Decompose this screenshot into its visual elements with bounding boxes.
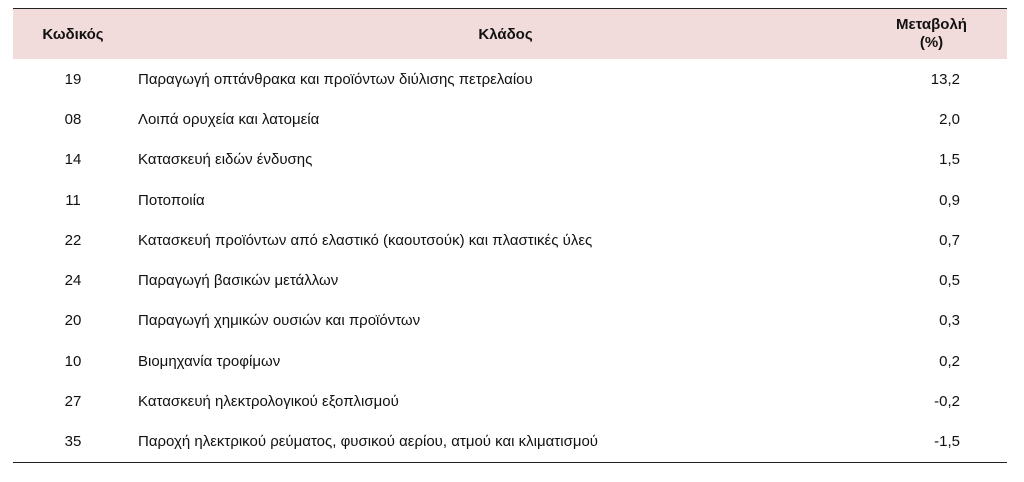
row-code: 35 (13, 422, 133, 463)
sector-change-table (13, 8, 1007, 463)
row-code: 24 (64, 272, 82, 290)
row-change: 0,7 (939, 231, 960, 249)
table-row (13, 99, 1007, 139)
row-sector: Λοιπά ορυχεία και λατομεία (138, 110, 320, 128)
table-row (13, 341, 1007, 381)
header-change-line2: (%) (919, 34, 944, 51)
row-change: 0,5 (939, 272, 960, 290)
sector-change-table-container (13, 8, 1007, 463)
table-header (13, 9, 1007, 60)
row-code: 10 (64, 352, 82, 370)
row-sector: Κατασκευή ηλεκτρολογικού εξοπλισμού (138, 393, 399, 411)
table-row (13, 180, 1007, 220)
header-row (13, 9, 1007, 60)
table-row (13, 140, 1007, 180)
row-sector: Παραγωγή οπτάνθρακα και προϊόντων διύλισης πετρελαίου (138, 70, 533, 88)
row-change: -1,5 (878, 422, 1007, 463)
row-sector: Κατασκευή ειδών ένδυσης (138, 151, 313, 169)
row-code: 11 (65, 191, 81, 209)
row-sector: Βιομηχανία τροφίμων (138, 352, 281, 370)
table-row (13, 260, 1007, 300)
row-code: 22 (64, 231, 82, 249)
row-change: 0,2 (939, 352, 960, 370)
row-sector: Ποτοποιία (138, 191, 205, 209)
row-change: 0,3 (939, 312, 960, 330)
table-body (13, 59, 1007, 462)
row-code: 20 (64, 312, 82, 330)
row-change: 1,5 (939, 151, 960, 169)
table-row (13, 59, 1007, 99)
header-change (878, 9, 1007, 60)
row-sector: Παροχή ηλεκτρικού ρεύματος, φυσικού αερίου, ατμού και κλιματισμού (133, 422, 878, 463)
table-row (13, 381, 1007, 421)
header-sector: Κλάδος (133, 9, 878, 60)
header-code: Κωδικός (13, 9, 133, 60)
row-code: 14 (64, 151, 82, 169)
header-change-line1: Μεταβολή (896, 16, 967, 33)
row-code: 19 (64, 70, 82, 88)
table-row (13, 220, 1007, 260)
row-sector: Κατασκευή προϊόντων από ελαστικό (καουτσούκ) και πλαστικές ύλες (138, 231, 593, 249)
row-change: 2,0 (939, 110, 960, 128)
table-row (13, 422, 1007, 463)
row-change: -0,2 (934, 393, 960, 411)
row-sector: Παραγωγή βασικών μετάλλων (138, 272, 339, 290)
row-code: 08 (64, 110, 82, 128)
row-change: 13,2 (930, 70, 960, 88)
table-row (13, 301, 1007, 341)
row-sector: Παραγωγή χημικών ουσιών και προϊόντων (138, 312, 421, 330)
row-change: 0,9 (939, 191, 960, 209)
row-code: 27 (64, 393, 82, 411)
